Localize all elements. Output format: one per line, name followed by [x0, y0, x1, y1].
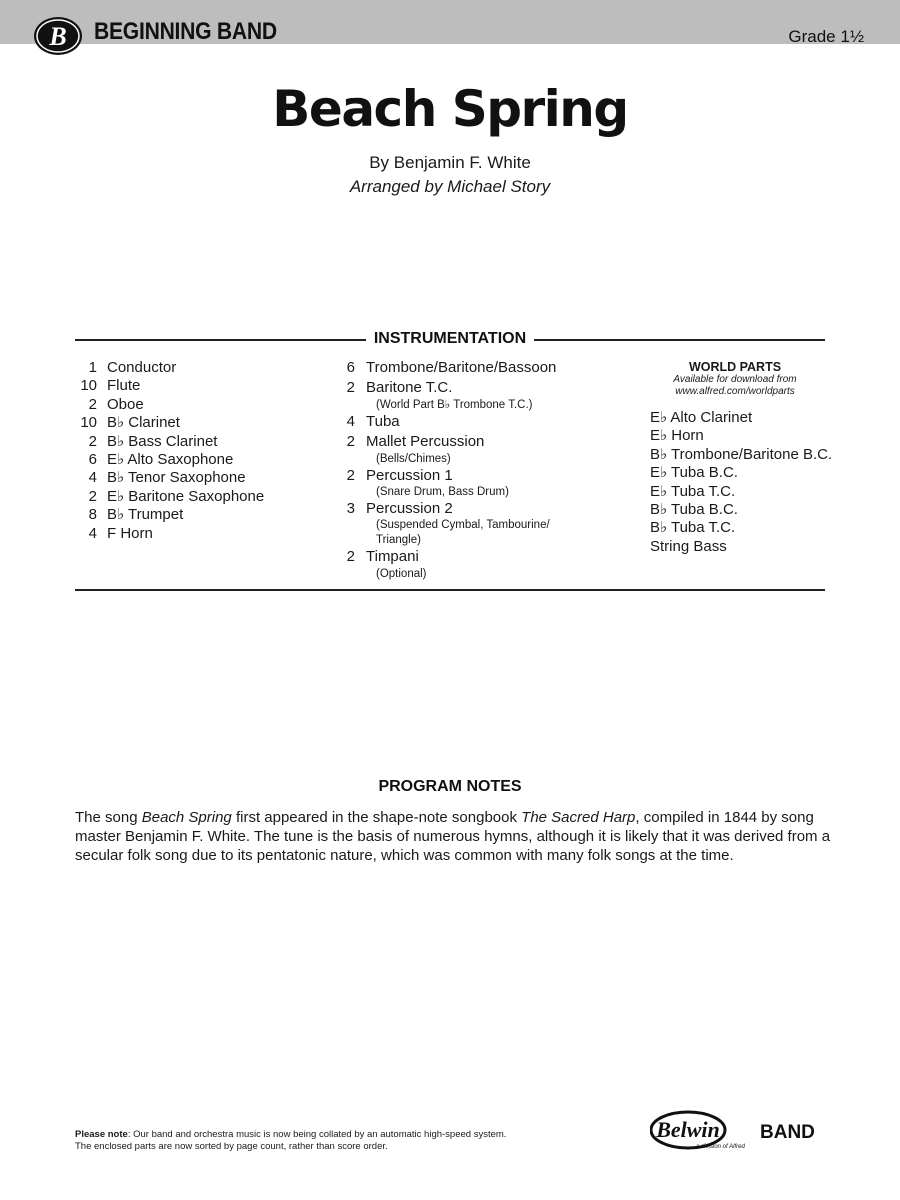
instrument-name: Flute: [107, 377, 141, 395]
beginning-band-logo-icon: [33, 16, 83, 56]
instrument-row: [75, 377, 264, 395]
world-part-item: E♭ Tuba B.C.: [650, 464, 738, 482]
instrument-qty: 3: [346, 499, 355, 517]
instrument-name: B♭ Tenor Saxophone: [107, 469, 246, 487]
world-part-item: B♭ Tuba T.C.: [650, 519, 736, 537]
songbook-title-italic: The Sacred Harp: [521, 809, 636, 826]
world-parts-title: WORLD PARTS: [688, 360, 782, 374]
instrument-row: [345, 500, 556, 548]
instrument-row: [345, 379, 556, 412]
belwin-band-logo-icon: [650, 1110, 830, 1152]
instrument-name: Percussion 2: [366, 499, 453, 517]
instrument-name: Timpani: [366, 548, 419, 566]
instrument-qty: 6: [88, 450, 97, 468]
instrument-name: B♭ Trumpet: [107, 506, 184, 524]
instrument-row: [75, 488, 264, 506]
instrument-name: Baritone T.C.: [366, 379, 453, 397]
instrument-note: (Snare Drum, Bass Drum): [376, 485, 509, 498]
instrument-note: (Optional): [376, 567, 427, 580]
world-part-item: String Bass: [650, 537, 727, 555]
instrument-row: [75, 396, 264, 414]
instrument-name: Tuba: [366, 412, 400, 430]
instrument-name: Percussion 1: [366, 466, 453, 484]
instrument-qty: 1: [88, 359, 97, 376]
instrument-name: E♭ Baritone Saxophone: [107, 487, 265, 505]
instrument-qty: 4: [88, 469, 97, 487]
world-part-item: B♭ Trombone/Baritone B.C.: [650, 445, 833, 463]
instrument-row: [75, 433, 264, 451]
instrument-note: (Bells/Chimes): [376, 452, 451, 465]
instrument-qty: 2: [346, 466, 355, 484]
instrument-name: B♭ Clarinet: [107, 414, 180, 432]
instrument-row: [345, 467, 556, 500]
instrument-note: (World Part B♭ Trombone T.C.): [376, 398, 533, 411]
instrument-name: B♭ Bass Clarinet: [107, 432, 218, 450]
grade-label: Grade 1½: [788, 27, 864, 46]
instrument-column-1: [75, 359, 264, 543]
world-parts-header: [645, 360, 825, 398]
page-title: Beach Spring: [272, 80, 628, 138]
world-part-item: E♭ Horn: [650, 427, 704, 445]
arranger-credit: Arranged by Michael Story: [349, 177, 551, 196]
logo-letter: B: [49, 22, 67, 51]
instrument-note-continued: Triangle): [376, 534, 421, 547]
world-part-item: E♭ Tuba T.C.: [650, 482, 736, 500]
instrument-row: [75, 506, 264, 524]
instrument-note: (Suspended Cymbal, Tambourine/: [376, 519, 550, 532]
instrument-qty: 4: [346, 412, 355, 430]
instrument-qty: 2: [88, 487, 97, 505]
instrument-row: [345, 359, 556, 377]
instrument-column-2: [345, 359, 556, 582]
instrument-qty: 2: [346, 433, 355, 451]
world-parts-subtitle-2: www.alfred.com/worldparts: [675, 386, 795, 397]
instrument-qty: 4: [88, 524, 97, 542]
world-part-item: E♭ Alto Clarinet: [650, 409, 753, 426]
world-parts-subtitle-1: Available for download from: [673, 374, 797, 385]
instrument-name: Conductor: [107, 359, 177, 376]
instrument-row: [75, 414, 264, 432]
instrument-qty: 8: [88, 506, 97, 524]
instrument-name: Trombone/Baritone/Bassoon: [366, 359, 557, 376]
instrument-name: Oboe: [107, 395, 144, 413]
instrument-row: [345, 413, 556, 431]
instrument-row: [345, 548, 556, 581]
instrument-row: [75, 469, 264, 487]
instrument-row: [345, 433, 556, 466]
instrument-qty: 2: [88, 432, 97, 450]
publisher-script: Belwin: [656, 1117, 720, 1142]
program-notes-heading: PROGRAM NOTES: [378, 778, 522, 795]
instrument-qty: 2: [346, 379, 355, 397]
composer-credit: By Benjamin F. White: [369, 153, 531, 172]
instrument-row: [75, 525, 264, 543]
song-title-italic: Beach Spring: [141, 809, 232, 826]
instrument-qty: 10: [80, 414, 97, 432]
instrument-row: [75, 451, 264, 469]
instrument-name: E♭ Alto Saxophone: [107, 450, 234, 468]
band-level-label: BEGINNING BAND: [94, 18, 277, 45]
publisher-division: a division of Alfred: [696, 1144, 745, 1150]
instrument-name: F Horn: [107, 524, 153, 542]
instrument-qty: 6: [346, 359, 355, 376]
instrument-name: Mallet Percussion: [366, 433, 485, 451]
instrumentation-bottom-rule: [75, 589, 825, 591]
instrumentation-heading: INSTRUMENTATION: [0, 330, 900, 348]
instrument-row: [75, 359, 264, 377]
world-parts-list: [650, 409, 832, 556]
collation-note: Please note: Our band and orchestra music is now being collated by an automatic high-speed system. The enclosed parts are now sorted by page count, rather than score order.: [75, 1129, 507, 1152]
world-part-item: B♭ Tuba B.C.: [650, 500, 738, 518]
program-notes-text: The song Beach Spring first appeared in the shape-note songbook The Sacred Harp, compiled in 1844 by song master Benjamin F. White. The tune is the basis of numerous hymns, although it is likely that it was derived from a secular folk song due to its pentatonic nature, which was common with many folk songs at the time.: [75, 809, 831, 864]
instrument-qty: 2: [346, 548, 355, 566]
publisher-suffix: BAND: [760, 1122, 815, 1143]
instrument-qty: 10: [80, 377, 97, 395]
instrument-qty: 2: [88, 395, 97, 413]
